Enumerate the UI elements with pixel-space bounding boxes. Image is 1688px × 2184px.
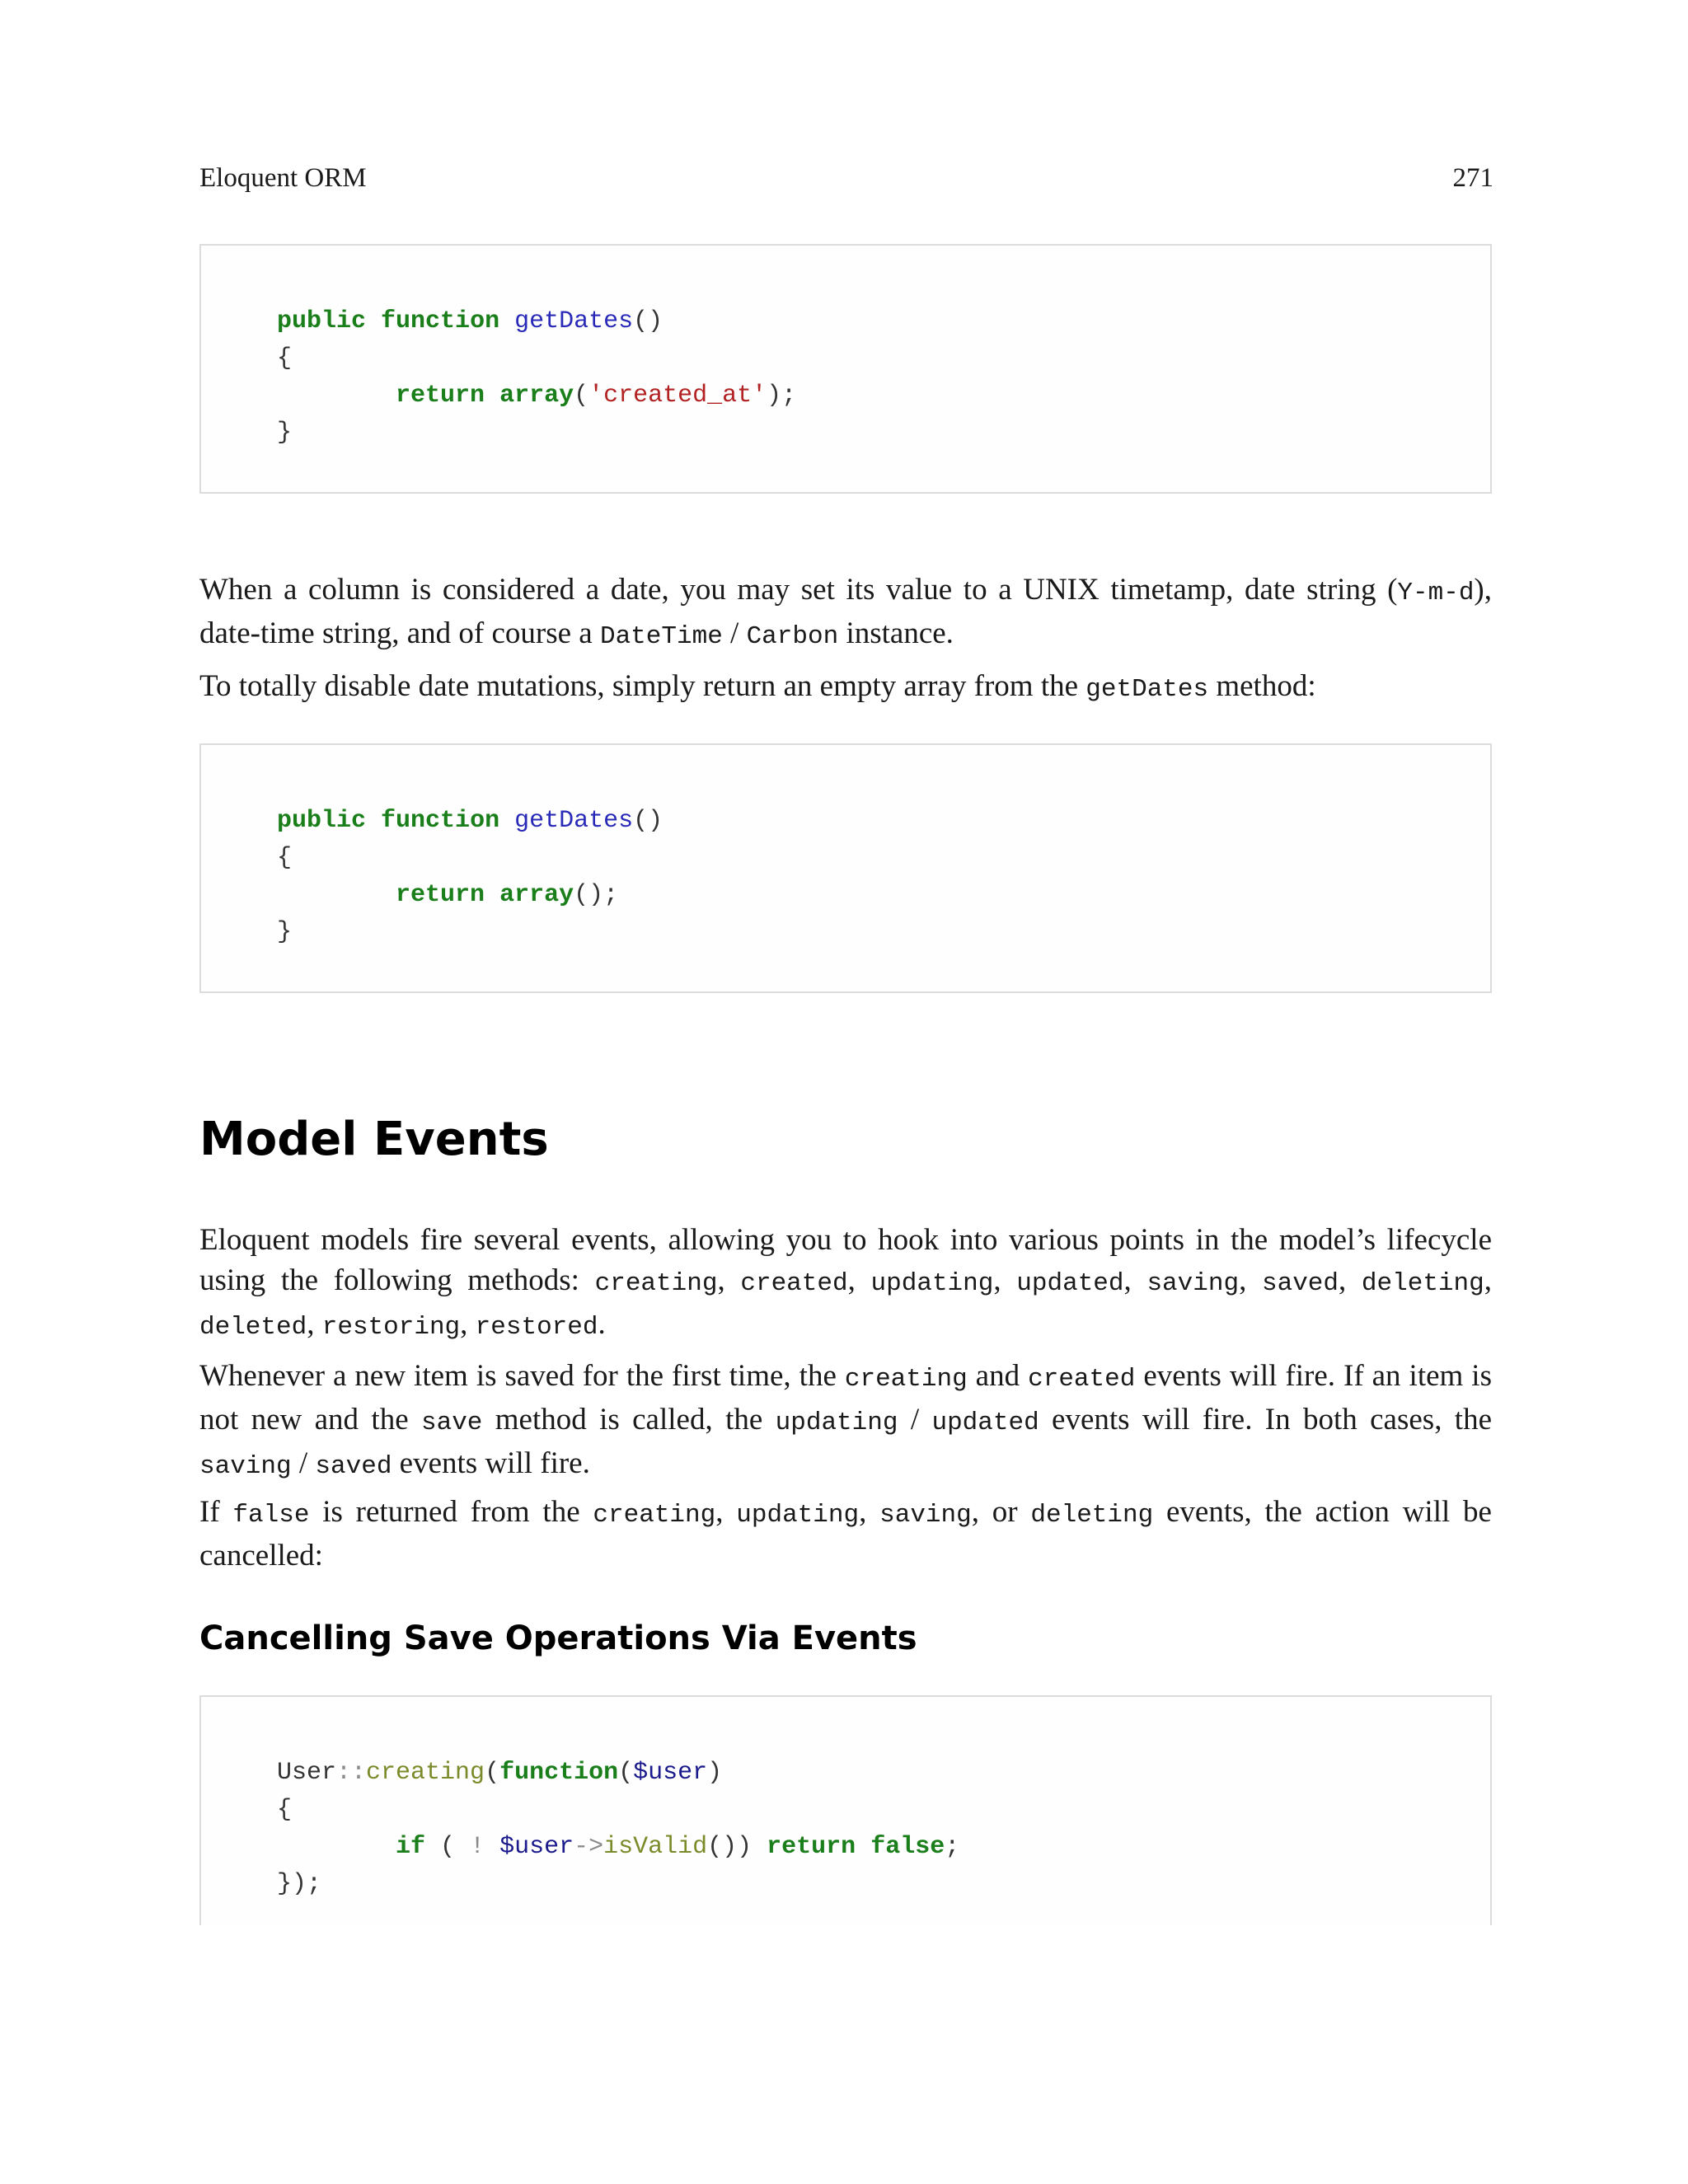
code-keyword: public (277, 307, 367, 335)
page-number: 271 (1452, 163, 1493, 193)
paragraph-event-order: Whenever a new item is saved for the first time, the creating and created events will fire. If an item is not new and the save method is called, the updating / updated events will fire. In both cases, the saving / saved events will fire. (199, 1359, 1493, 1481)
inline-code: saving (199, 1452, 292, 1481)
code-line: { (277, 344, 293, 373)
code-line (277, 382, 796, 410)
running-header (199, 162, 1493, 194)
code-block-get-dates (199, 244, 1492, 494)
code-line (277, 307, 663, 335)
code-punctuation: ( (618, 1759, 634, 1787)
inline-code: updating (870, 1269, 994, 1298)
code-operator: -> (574, 1833, 604, 1861)
code-keyword: function (499, 1759, 619, 1787)
inline-code: Carbon (746, 622, 839, 651)
code-block-empty-dates (199, 743, 1492, 993)
inline-code: restored (475, 1313, 598, 1342)
code-keyword: function (381, 307, 500, 335)
inline-code: restoring (321, 1313, 461, 1342)
section-heading: Model Events (199, 1113, 549, 1166)
inline-code: deleting (1030, 1501, 1154, 1530)
code-keyword: function (381, 807, 500, 835)
code-listing (201, 1697, 1490, 1903)
code-line: } (277, 419, 293, 447)
inline-code: created (740, 1269, 848, 1298)
code-punctuation: ); (767, 382, 797, 410)
inline-code: Y-m-d (1397, 579, 1475, 607)
code-punctuation: ) (707, 1759, 723, 1787)
inline-code: false (232, 1501, 310, 1530)
code-block-cancel-save (199, 1695, 1492, 1925)
inline-code: updating (775, 1408, 898, 1437)
code-listing (201, 745, 1490, 951)
paragraph-date-values: When a column is considered a date, you may set its value to a UNIX timetamp, date string (Y-m-d), date-time string, and of course a DateTime / Carbon instance. (199, 573, 1492, 651)
paragraph-cancel-action: If false is returned from the creating, updating, saving, or deleting events, the action will be cancelled: (199, 1495, 1492, 1572)
inline-code: deleting (1361, 1269, 1484, 1298)
inline-code: created (1028, 1365, 1136, 1394)
code-variable: $user (633, 1759, 708, 1787)
code-punctuation: ( (574, 382, 589, 410)
inline-code: saved (1261, 1269, 1339, 1298)
code-punctuation: (); (574, 881, 619, 909)
code-keyword: public (277, 807, 367, 835)
code-keyword: array (499, 382, 574, 410)
code-punctuation: ; (945, 1833, 960, 1861)
code-line: { (277, 1796, 293, 1824)
inline-code: creating (594, 1269, 718, 1298)
code-punctuation: ( (425, 1833, 471, 1861)
code-listing (201, 246, 1490, 452)
paragraph-disable-mutations: To totally disable date mutations, simply return an empty array from the getDates method: (199, 669, 1316, 704)
chapter-title: Eloquent ORM (199, 163, 367, 193)
inline-code: save (420, 1408, 483, 1437)
code-line (277, 881, 618, 909)
code-method-name: isValid (603, 1833, 708, 1861)
code-line (277, 1759, 722, 1787)
paragraph-model-events: Eloquent models fire several events, allowing you to hook into various points in the model’s lifecycle using the following methods: creating, created, updating, updated, saving, saved, deleting, deleted, restoring, restored. (199, 1223, 1492, 1342)
code-class-name: User (277, 1759, 337, 1787)
code-line: }); (277, 1870, 322, 1898)
code-keyword: false (870, 1833, 945, 1861)
code-line (277, 1833, 959, 1861)
inline-code: DateTime (599, 622, 723, 651)
code-line: } (277, 918, 293, 946)
code-function-name: getDates (514, 307, 634, 335)
code-method-name: creating (366, 1759, 485, 1787)
code-variable: $user (499, 1833, 574, 1861)
code-keyword: return (396, 881, 485, 909)
inline-code: creating (844, 1365, 968, 1394)
code-whitespace (856, 1833, 870, 1861)
subsection-heading: Cancelling Save Operations Via Events (199, 1619, 917, 1657)
inline-code: deleted (199, 1313, 307, 1342)
code-keyword: if (396, 1833, 426, 1861)
code-punctuation: () (633, 807, 663, 835)
inline-code: saving (1146, 1269, 1240, 1298)
code-keyword: return (396, 382, 485, 410)
inline-code: creating (593, 1501, 716, 1530)
code-keyword: array (499, 881, 574, 909)
code-punctuation: () (633, 307, 663, 335)
inline-code: updated (1016, 1269, 1124, 1298)
code-keyword: return (767, 1833, 856, 1861)
code-punctuation: ()) (707, 1833, 767, 1861)
code-whitespace (485, 1833, 499, 1861)
inline-code: saved (315, 1452, 392, 1481)
code-function-name: getDates (514, 807, 634, 835)
code-operator: :: (336, 1759, 367, 1787)
inline-code: updating (736, 1501, 860, 1530)
code-line: { (277, 844, 293, 872)
code-string: 'created_at' (588, 382, 767, 410)
inline-code: saving (879, 1501, 972, 1530)
code-punctuation: ( (485, 1759, 500, 1787)
code-line (277, 807, 663, 835)
inline-code: getDates (1085, 675, 1209, 704)
inline-code: updated (931, 1408, 1039, 1437)
code-operator: ! (470, 1833, 485, 1861)
